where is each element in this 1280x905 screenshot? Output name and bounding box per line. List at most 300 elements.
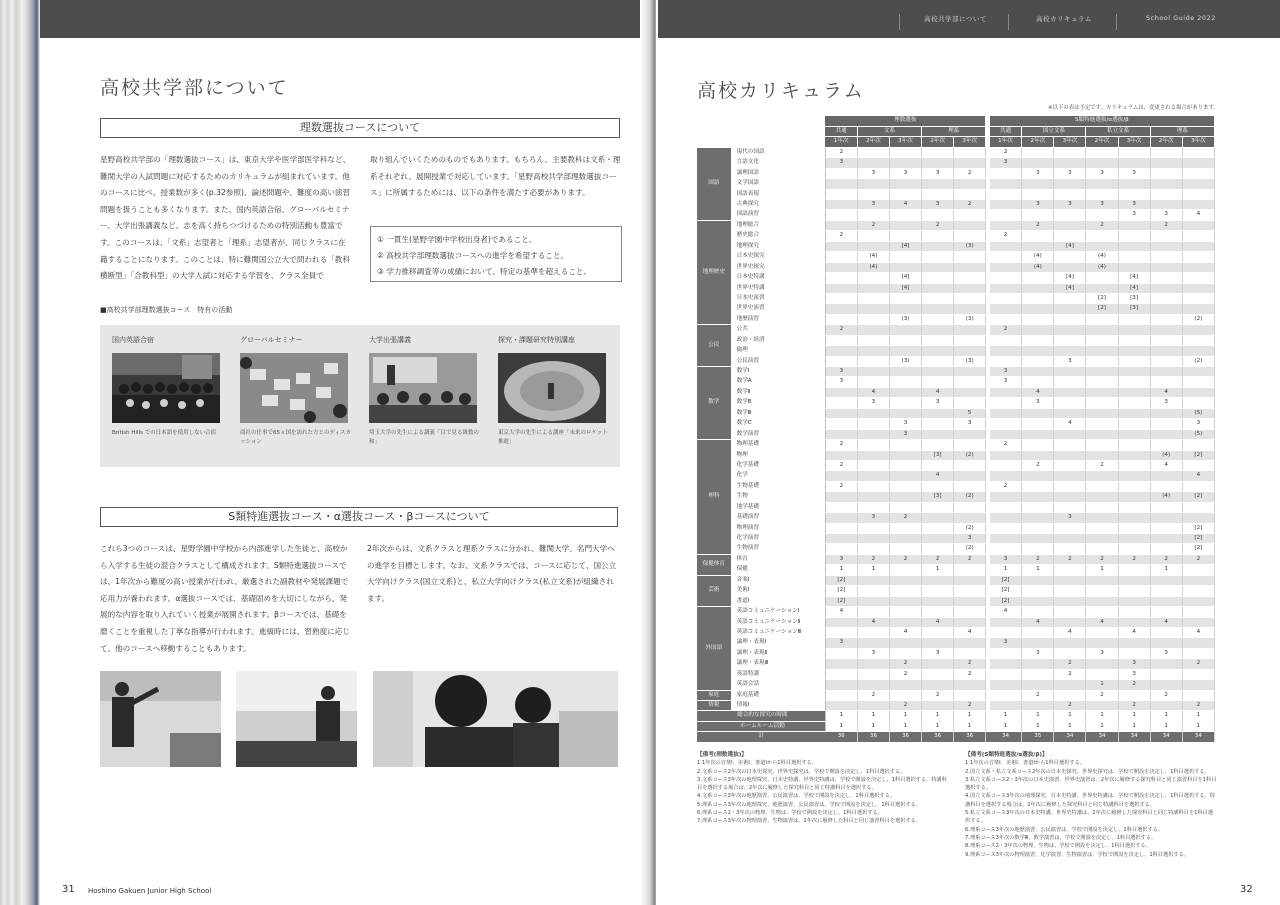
credit-cell (825, 648, 857, 658)
credit-cell (1022, 377, 1054, 387)
credit-cell: 2 (990, 231, 1022, 241)
credit-cell (954, 648, 986, 658)
credit-cell: 1 (1086, 711, 1118, 721)
credit-cell (1054, 377, 1086, 387)
activity-title: 探究・課題研究特別講座 (498, 336, 575, 344)
credit-cell (1118, 502, 1150, 512)
note-item: 6.理系コース3年次の地歴演習、公民演習は、学校で開設を決定し、1科目選択する。 (965, 826, 1164, 833)
credit-cell (1118, 429, 1150, 439)
credit-cell (1022, 471, 1054, 481)
course-header: 国立文系 (1022, 126, 1086, 136)
credit-cell (990, 492, 1022, 502)
credit-cell (1054, 325, 1086, 335)
credit-cell (1086, 325, 1118, 335)
credit-cell (890, 534, 922, 544)
credit-cell (1118, 492, 1150, 502)
table-row (697, 440, 1215, 450)
credit-cell (1086, 701, 1118, 711)
credit-cell: 3 (954, 419, 986, 429)
credit-cell (1150, 408, 1182, 418)
subject-cell: 日本史演習 (731, 293, 825, 303)
credit-cell: 4 (1150, 460, 1182, 470)
credit-cell (922, 356, 954, 366)
credit-cell: 2 (890, 659, 922, 669)
note-item: 4.国立文系コース3年次の地理探究、日本史特講、世界史特講は、学校で開設を決定し、1科目選択する。特講科目を選択する場合は、2年次に履修した探究科目と同じ特講科目を選択する。 (965, 793, 1215, 808)
credit-cell (1022, 231, 1054, 241)
credit-cell (890, 293, 922, 303)
credit-cell: 1 (1150, 711, 1182, 721)
table-row (697, 554, 1215, 564)
condition-item: ① 一貫生(星野学園中学校出身者)であること。 (377, 235, 537, 244)
table-row (697, 377, 1215, 387)
note-item: 3.私立文系コース2・3年次の日本史演習、世界史演習は、2年次に履修する探究科目と同じ演習科目を1科目選択する。 (965, 776, 1217, 792)
credit-cell (922, 502, 954, 512)
table-row (697, 241, 1215, 251)
credit-cell (1118, 523, 1150, 533)
credit-cell: [4] (1118, 283, 1150, 293)
credit-cell (890, 377, 922, 387)
note-item: 3.文系コース3年次の地理探究、日本史特講、世界史特講は、学校で開設を決定し、1科目選択する。特講科目を選択する場合は、2年次に履修した探究科目と同じ特講科目を選択する。 (697, 776, 947, 792)
credit-cell (1182, 565, 1214, 575)
credit-cell (1182, 200, 1214, 210)
note-item: 5.私立文系コース3年次の日本史特講、世界史特講は、2年次に履修した探究科目と同じ特講科目を1科目選択する。 (965, 810, 1214, 825)
credit-cell: 2 (1054, 669, 1086, 679)
page-title-left: 高校共学部について (100, 77, 289, 99)
credit-cell (1150, 252, 1182, 262)
credit-cell (1054, 210, 1086, 220)
credit-cell: 1 (890, 711, 922, 721)
credit-cell (825, 701, 857, 711)
credit-cell (1182, 638, 1214, 648)
credit-cell (1054, 147, 1086, 157)
subject-cell: 情報Ⅰ (731, 701, 825, 711)
credit-cell: [2] (1182, 450, 1214, 460)
credit-cell (825, 544, 857, 554)
credit-cell (890, 575, 922, 585)
page-title-right: 高校カリキュラム (697, 80, 865, 102)
subject-cell: 物理演習 (731, 523, 825, 533)
credit-cell (1054, 220, 1086, 230)
credit-cell (1150, 502, 1182, 512)
breadcrumb-divider (899, 14, 900, 30)
table-row (697, 147, 1215, 157)
subject-cell: 古典探究 (731, 200, 825, 210)
course-header: 共通 (825, 126, 857, 136)
credit-cell (990, 189, 1022, 199)
activity-card (498, 325, 610, 447)
credit-cell (922, 627, 954, 637)
credit-cell (1022, 147, 1054, 157)
credit-cell: 1 (1054, 711, 1086, 721)
credit-cell: 4 (1118, 627, 1150, 637)
credit-cell (1118, 189, 1150, 199)
credit-cell (922, 534, 954, 544)
credit-cell: 2 (890, 554, 922, 564)
credit-cell (954, 346, 986, 356)
credit-cell (1054, 481, 1086, 491)
credit-cell: 1 (1054, 721, 1086, 731)
credit-cell (1150, 429, 1182, 439)
left-page (40, 0, 650, 905)
subject-cell: 数学B (731, 398, 825, 408)
credit-cell (1118, 586, 1150, 596)
activity-title: 国内英語合宿 (112, 336, 154, 344)
credit-cell: 2 (954, 554, 986, 564)
section-heading-general: S類特進選抜コース・α選抜コース・βコースについて (100, 507, 618, 527)
credit-cell: 1 (1118, 711, 1150, 721)
credit-cell (1118, 419, 1150, 429)
table-row (697, 200, 1215, 210)
credit-cell (922, 607, 954, 617)
credit-cell: 3 (1150, 210, 1182, 220)
table-row (697, 586, 1215, 596)
credit-cell: [2] (990, 596, 1022, 606)
credit-cell: 1 (990, 711, 1022, 721)
credit-cell (1150, 534, 1182, 544)
credit-cell (890, 210, 922, 220)
credit-cell: 3 (1022, 398, 1054, 408)
credit-cell (954, 502, 986, 512)
table-row (697, 356, 1215, 366)
table-row (697, 429, 1215, 439)
credit-cell: [2] (825, 586, 857, 596)
credit-cell (1054, 179, 1086, 189)
credit-cell (1118, 179, 1150, 189)
credit-cell (857, 481, 889, 491)
credit-cell (1182, 387, 1214, 397)
subject-cell: 生物基礎 (731, 481, 825, 491)
credit-cell (990, 387, 1022, 397)
credit-cell: [2] (1086, 304, 1118, 314)
subject-cell: 数学演習 (731, 429, 825, 439)
credit-cell (1150, 200, 1182, 210)
notes-title: 【備考(S類特進選抜/α選抜/β)】 (965, 752, 1048, 758)
credit-cell (922, 158, 954, 168)
credit-cell (857, 346, 889, 356)
credit-cell (1054, 158, 1086, 168)
credit-cell (1150, 377, 1182, 387)
credit-cell (825, 293, 857, 303)
credit-cell (1118, 398, 1150, 408)
credit-cell (1182, 231, 1214, 241)
table-row (697, 293, 1215, 303)
credit-cell (1150, 262, 1182, 272)
credit-cell (1182, 189, 1214, 199)
credit-cell (1182, 596, 1214, 606)
total-row (697, 732, 1215, 742)
credit-cell (1150, 419, 1182, 429)
credit-cell (1150, 638, 1182, 648)
credit-cell (857, 210, 889, 220)
credit-cell (857, 607, 889, 617)
credit-cell: 4 (1054, 627, 1086, 637)
credit-cell: 3 (890, 168, 922, 178)
credit-cell: 3 (1022, 200, 1054, 210)
credit-cell (1150, 283, 1182, 293)
credit-cell: 3 (1022, 168, 1054, 178)
credit-cell (890, 147, 922, 157)
credit-cell (1182, 283, 1214, 293)
credit-cell: (3) (890, 356, 922, 366)
table-row (697, 304, 1215, 314)
credit-cell (857, 231, 889, 241)
credit-cell: 1 (857, 721, 889, 731)
credit-cell (1150, 701, 1182, 711)
table-row (697, 283, 1215, 293)
subject-cell: 英語コミュニケーションⅢ (731, 627, 825, 637)
credit-cell: 4 (1182, 627, 1214, 637)
subject-cell: 国語演習 (731, 210, 825, 220)
course-header: 共通 (990, 126, 1022, 136)
subject-cell: 英語コミュニケーションⅡ (731, 617, 825, 627)
credit-cell: 2 (1182, 659, 1214, 669)
course-header: 文系 (857, 126, 921, 136)
credit-cell: 2 (990, 481, 1022, 491)
credit-cell (1054, 231, 1086, 241)
credit-cell (990, 502, 1022, 512)
conditions-box (370, 226, 622, 282)
credit-cell (922, 252, 954, 262)
credit-cell (1150, 179, 1182, 189)
credit-cell (990, 398, 1022, 408)
credit-cell (1022, 189, 1054, 199)
credit-cell (1022, 659, 1054, 669)
subject-cell: 英語コミュニケーションⅠ (731, 607, 825, 617)
credit-cell: 34 (1182, 732, 1214, 742)
credit-cell (825, 179, 857, 189)
credit-cell (1054, 314, 1086, 324)
subject-cell: 地歴演習 (731, 314, 825, 324)
credit-cell (922, 440, 954, 450)
credit-cell (825, 502, 857, 512)
credit-cell (954, 252, 986, 262)
credit-cell (1182, 346, 1214, 356)
credit-cell: 4 (1182, 471, 1214, 481)
credit-cell (922, 481, 954, 491)
credit-cell (825, 200, 857, 210)
credit-cell: 4 (890, 200, 922, 210)
credit-cell: 3 (1054, 356, 1086, 366)
credit-cell (890, 638, 922, 648)
activity-caption: 商社の仕事で65ヵ国を訪れた方とのディスカッション (240, 430, 352, 445)
credit-cell (1086, 659, 1118, 669)
credit-cell: 2 (1118, 701, 1150, 711)
credit-cell (1150, 335, 1182, 345)
subject-cell: 論理・表現Ⅲ (731, 659, 825, 669)
credit-cell (922, 293, 954, 303)
credit-cell: (5) (1182, 408, 1214, 418)
credit-cell (1086, 179, 1118, 189)
breadcrumb-divider (1116, 14, 1117, 30)
credit-cell (1086, 189, 1118, 199)
credit-cell (1118, 335, 1150, 345)
credit-cell: 3 (990, 377, 1022, 387)
teacher-photo-1 (100, 671, 221, 767)
credit-cell: 1 (990, 565, 1022, 575)
credit-cell (1022, 429, 1054, 439)
credit-cell (1118, 314, 1150, 324)
condition-item: ③ 学力推移調査等の成績において、特定の基準を超えること。 (377, 267, 592, 276)
year-header: 1年次 (825, 137, 857, 147)
table-row (697, 565, 1215, 575)
subject-cell: 公民演習 (731, 356, 825, 366)
credit-cell: (3) (954, 241, 986, 251)
credit-cell: 1 (825, 721, 857, 731)
credit-cell (890, 304, 922, 314)
subject-cell: 倫理 (731, 346, 825, 356)
credit-cell (1086, 408, 1118, 418)
credit-cell (1022, 586, 1054, 596)
subject-cell: 家庭基礎 (731, 690, 825, 700)
table-row (697, 325, 1215, 335)
credit-cell (1182, 575, 1214, 585)
credit-cell: 1 (922, 565, 954, 575)
credit-cell (1150, 471, 1182, 481)
credit-cell (1022, 241, 1054, 251)
credit-cell (1054, 367, 1086, 377)
credit-cell (825, 429, 857, 439)
credit-cell (1022, 179, 1054, 189)
credit-cell (1118, 220, 1150, 230)
year-header: 2年次 (1022, 137, 1054, 147)
table-row (697, 387, 1215, 397)
credit-cell: 3 (857, 648, 889, 658)
credit-cell: 3 (990, 158, 1022, 168)
credit-cell (1054, 617, 1086, 627)
credit-cell (1054, 607, 1086, 617)
credit-cell: 3 (825, 554, 857, 564)
credit-cell (1022, 575, 1054, 585)
credit-cell (922, 669, 954, 679)
subject-cell: 論理国語 (731, 168, 825, 178)
credit-cell (890, 408, 922, 418)
credit-cell (922, 210, 954, 220)
credit-cell (954, 210, 986, 220)
credit-cell: 3 (1150, 398, 1182, 408)
credit-cell (825, 210, 857, 220)
credit-cell (1150, 356, 1182, 366)
credit-cell (1118, 231, 1150, 241)
teacher-photo-2 (236, 671, 357, 767)
category-cell: 保健体育 (697, 554, 731, 575)
credit-cell (857, 544, 889, 554)
credit-cell (990, 283, 1022, 293)
credit-cell: 34 (1118, 732, 1150, 742)
credit-cell: (2) (954, 450, 986, 460)
note-item: 7.理系コース3年次の数学Ⅲ、数学演習は、学校で開設を決定し、1科目選択する。 (965, 834, 1157, 841)
credit-cell (1086, 502, 1118, 512)
group-header-science: 理数選抜 (825, 116, 985, 126)
credit-cell: 2 (1086, 554, 1118, 564)
credit-cell: 2 (890, 669, 922, 679)
credit-cell (1054, 534, 1086, 544)
credit-cell (1022, 440, 1054, 450)
year-header: 2年次 (922, 137, 954, 147)
credit-cell: 2 (857, 220, 889, 230)
summary-label: 総合的な探究の時間 (697, 711, 825, 721)
credit-cell (825, 690, 857, 700)
credit-cell: 1 (1086, 721, 1118, 731)
credit-cell (1118, 367, 1150, 377)
credit-cell (1022, 492, 1054, 502)
science-course-text-col1: 星野高校共学部の「理数選抜コース」は、東京大学や医学部医学科など、難関大学の入試問題に対応するためのカリキュラムが組まれています。他のコースに比べ、授業数が多く(p.32参照)、論述問題や、難度の高い演習問題を扱うことも多くなります。また、国内英語合宿、グローバルセミナー、大学出張講義など、志を高く持ちつづけるための特別活動も豊富です。このコースは、「文系」志望者と「理系」志望者が、同じクラスに在籍することになります。このことは、特に難関国公立大で問われる「教科横断型」「合教科型」の大学入試に対応する学習を、クラス全員で (100, 155, 351, 281)
credit-cell (1118, 513, 1150, 523)
credit-cell (857, 189, 889, 199)
table-row (697, 481, 1215, 491)
credit-cell: 3 (890, 429, 922, 439)
credit-cell (922, 575, 954, 585)
credit-cell: (4) (1022, 252, 1054, 262)
subject-cell: 化学基礎 (731, 460, 825, 470)
credit-cell: 3 (1182, 419, 1214, 429)
note-item: 4.文系コース3年次の地歴演習、公民演習は、学校で開設を決定し、1科目選択する。 (697, 793, 896, 800)
credit-cell (1086, 513, 1118, 523)
table-row (697, 408, 1215, 418)
credit-cell (1118, 575, 1150, 585)
credit-cell (922, 460, 954, 470)
credit-cell (922, 189, 954, 199)
credit-cell (1054, 262, 1086, 272)
credit-cell (1086, 356, 1118, 366)
credit-cell (990, 513, 1022, 523)
credit-cell (922, 231, 954, 241)
credit-cell (1086, 241, 1118, 251)
credit-cell: 1 (1086, 680, 1118, 690)
table-row (697, 471, 1215, 481)
category-cell: 国語 (697, 147, 731, 220)
credit-cell (890, 387, 922, 397)
subject-cell: 数学Ⅱ (731, 387, 825, 397)
credit-cell: 3 (1150, 648, 1182, 658)
credit-cell: 2 (1118, 680, 1150, 690)
table-row (697, 690, 1215, 700)
credit-cell: 1 (1150, 565, 1182, 575)
credit-cell: 3 (1054, 513, 1086, 523)
credit-cell (1054, 680, 1086, 690)
credit-cell (857, 701, 889, 711)
credit-cell: 3 (1118, 669, 1150, 679)
table-row (697, 502, 1215, 512)
credit-cell: 1 (825, 711, 857, 721)
credit-cell: 3 (1086, 648, 1118, 658)
credit-cell (1118, 481, 1150, 491)
credit-cell (857, 356, 889, 366)
credit-cell (954, 293, 986, 303)
subject-cell: 数学Ⅲ (731, 408, 825, 418)
credit-cell (990, 241, 1022, 251)
credit-cell: 35 (1022, 732, 1054, 742)
credit-cell (857, 179, 889, 189)
credit-cell: 34 (990, 732, 1022, 742)
credit-cell (1022, 335, 1054, 345)
credit-cell (890, 325, 922, 335)
general-course-text-col2: 2年次からは、文系クラスと理系クラスに分かれ、難関大学、名門大学への進学を目標とします。なお、文系クラスでは、コースに応じて、国公立大学向けクラス(国立文系)と、私立大学向けクラス(私立文系)が組織されます。 (367, 544, 617, 603)
credit-cell: 2 (825, 147, 857, 157)
credit-cell (1022, 607, 1054, 617)
table-row (697, 450, 1215, 460)
credit-cell: (4) (1022, 262, 1054, 272)
credit-cell: 3 (1086, 168, 1118, 178)
credit-cell (890, 450, 922, 460)
credit-cell (1086, 534, 1118, 544)
credit-cell: 3 (825, 377, 857, 387)
credit-cell (1118, 356, 1150, 366)
credit-cell: 1 (1022, 565, 1054, 575)
credit-cell (1054, 492, 1086, 502)
credit-cell (922, 283, 954, 293)
credit-cell: 5 (954, 408, 986, 418)
subject-cell: 日本史特講 (731, 273, 825, 283)
